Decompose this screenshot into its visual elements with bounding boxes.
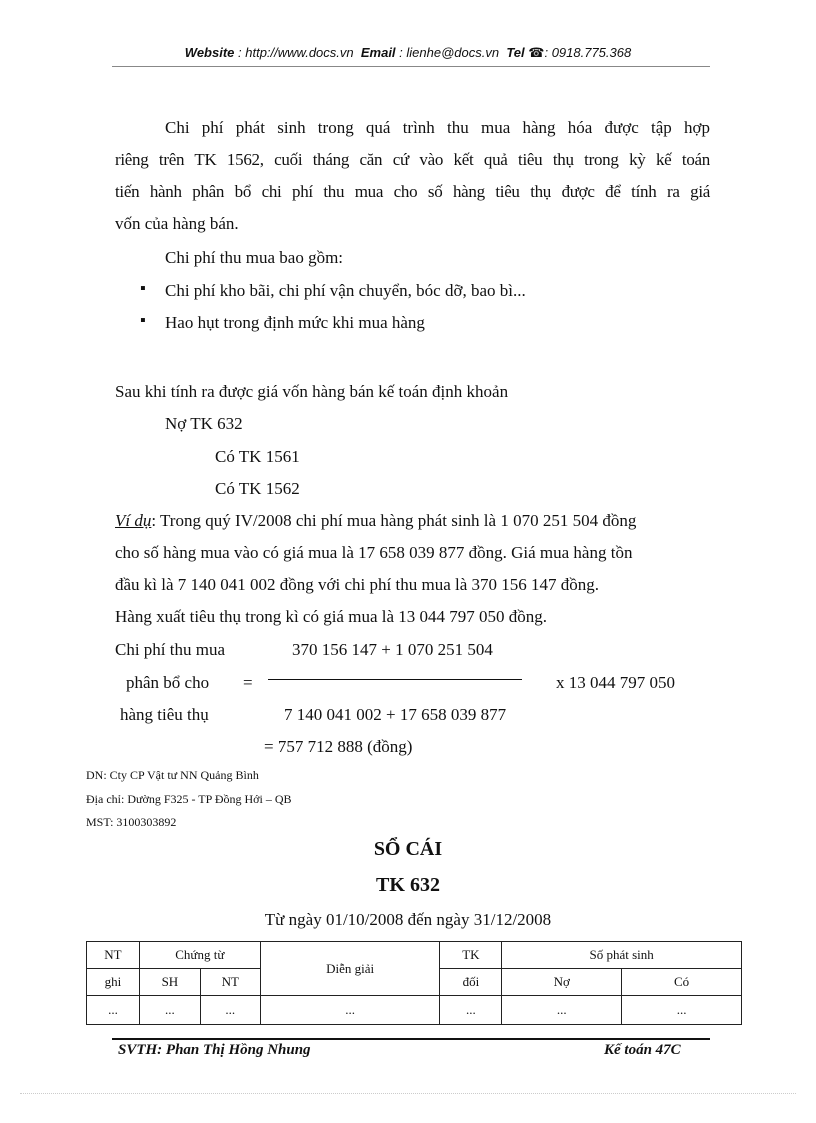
email-label: Email xyxy=(360,45,396,60)
footer-student: SVTH: Phan Thị Hồng Nhung xyxy=(118,1042,311,1058)
footer-rule xyxy=(112,1038,710,1040)
table-cell: ... xyxy=(440,996,502,1025)
website-value: : http://www.docs.vn xyxy=(238,45,354,60)
para-line-3: tiến hành phân bổ chi phí thu mua cho số hàng tiêu thụ được để tính ra giá xyxy=(115,182,710,201)
table-row xyxy=(87,996,742,1025)
tel-value: : 0918.775.368 xyxy=(544,45,632,60)
para-line-4: vốn của hàng bán. xyxy=(115,214,239,233)
col-chung-tu: Chứng từ xyxy=(139,942,260,969)
fraction-bar xyxy=(268,679,522,680)
formula-label-2: phân bổ cho xyxy=(126,673,210,692)
page-bottom-rule xyxy=(20,1093,796,1094)
entry-credit-1: Có TK 1561 xyxy=(215,447,300,466)
company-address: Địa chỉ: Dường F325 - TP Đồng Hới – QB xyxy=(86,792,292,806)
bullet-item: ▪ Hao hụt trong định mức khi mua hàng xyxy=(165,313,425,333)
table-cell: ... xyxy=(622,996,742,1025)
table-cell: ... xyxy=(139,996,200,1025)
col-nt-bottom: ghi xyxy=(87,969,140,996)
email-value: : lienhe@docs.vn xyxy=(399,45,500,60)
ledger-period: Từ ngày 01/10/2008 đến ngày 31/12/2008 xyxy=(264,910,552,929)
example-line-2: cho số hàng mua vào có giá mua là 17 658 039 877 đồng. Giá mua hàng tồn xyxy=(115,543,633,562)
col-tk-top: TK xyxy=(440,942,502,969)
ledger-table xyxy=(86,941,742,1025)
col-no: Nợ xyxy=(502,969,622,996)
formula-multiplier: x 13 044 797 050 xyxy=(556,673,675,692)
ledger-account: TK 632 xyxy=(376,874,440,896)
intro-text: Chi phí thu mua bao gồm: xyxy=(165,248,344,267)
formula-equals: = xyxy=(243,673,253,692)
table-cell: ... xyxy=(87,996,140,1025)
col-dien-giai: Diễn giải xyxy=(260,942,440,996)
bullet-item: ▪ Chi phí kho bãi, chi phí vận chuyển, bóc dỡ, bao bì... xyxy=(165,281,526,301)
example-line-3: đầu kì là 7 140 041 002 đồng với chi phí thu mua là 370 156 147 đồng. xyxy=(115,575,600,594)
formula-denominator: 7 140 041 002 + 17 658 039 877 xyxy=(284,705,507,724)
example-text-1: : Trong quý IV/2008 chi phí mua hàng phát sinh là 1 070 251 504 đồng xyxy=(151,511,637,530)
entry-debit: Nợ TK 632 xyxy=(165,414,243,433)
formula-label-3: hàng tiêu thụ xyxy=(120,705,209,724)
col-so-phat-sinh: Số phát sinh xyxy=(502,942,742,969)
col-nt: NT xyxy=(200,969,260,996)
example-label: Ví dụ xyxy=(115,511,152,530)
company-name: DN: Cty CP Vật tư NN Quảng Bình xyxy=(86,768,259,782)
para-line-2: riêng trên TK 1562, cuối tháng căn cứ vào kết quả tiêu thụ trong kỳ kế toán xyxy=(115,150,710,169)
para-line-1: Chi phí phát sinh trong quá trình thu mua hàng hóa được tập hợp xyxy=(165,118,710,137)
table-cell: ... xyxy=(502,996,622,1025)
example-line-4: Hàng xuất tiêu thụ trong kì có giá mua là 13 044 797 050 đồng. xyxy=(115,607,548,626)
table-cell: ... xyxy=(200,996,260,1025)
page-header xyxy=(0,45,816,61)
phone-icon: ☎ xyxy=(528,45,545,60)
col-sh: SH xyxy=(139,969,200,996)
formula-label-1: Chi phí thu mua xyxy=(115,640,226,659)
header-rule xyxy=(112,66,710,67)
website-label: Website xyxy=(184,45,235,60)
footer-class: Kế toán 47C xyxy=(604,1042,681,1058)
entry-title: Sau khi tính ra được giá vốn hàng bán kế toán định khoản xyxy=(115,382,509,401)
formula-result: = 757 712 888 (đồng) xyxy=(264,737,413,756)
col-tk-bottom: đối xyxy=(440,969,502,996)
formula-numerator: 370 156 147 + 1 070 251 504 xyxy=(292,640,493,659)
tel-label: Tel xyxy=(506,45,525,60)
col-nt-top: NT xyxy=(87,942,140,969)
company-tax-id: MST: 3100303892 xyxy=(86,815,177,829)
ledger-title: SỔ CÁI xyxy=(373,838,443,860)
example-line-1 xyxy=(115,511,636,531)
entry-credit-2: Có TK 1562 xyxy=(215,479,300,498)
col-co: Có xyxy=(622,969,742,996)
table-cell: ... xyxy=(260,996,440,1025)
